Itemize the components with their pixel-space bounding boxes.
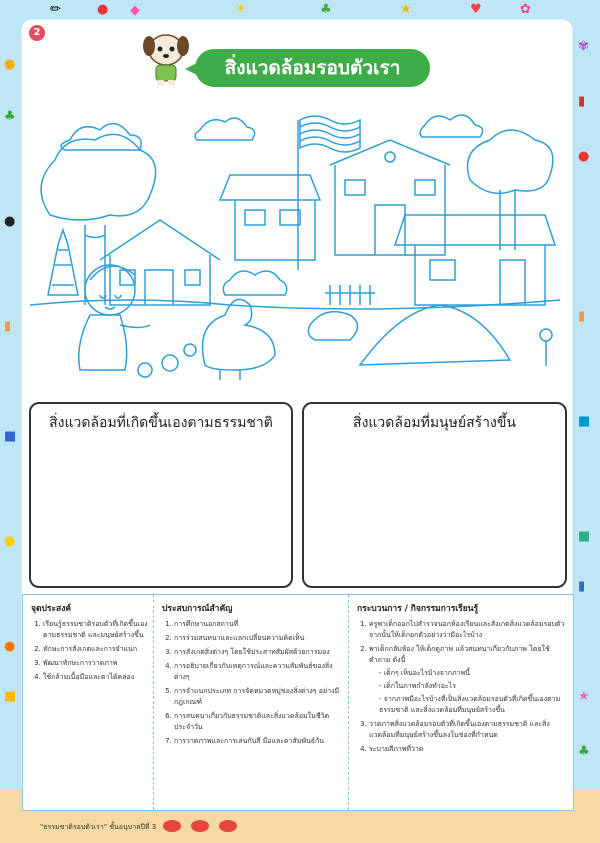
cloud-icon bbox=[61, 115, 483, 150]
list-item: 5. การจำแนกประเภท การจัดหมวดหมู่ของสิ่งต่างๆ อย่างมีกฎเกณฑ์ bbox=[174, 686, 343, 708]
process-step-text: ระบายสีภาพที่วาด bbox=[369, 745, 424, 753]
manmade-environment-label: สิ่งแวดล้อมที่มนุษย์สร้างขึ้น bbox=[353, 415, 516, 431]
environment-scene-illustration bbox=[30, 95, 570, 395]
list-item: 2. การร่วมสนทนาและแลกเปลี่ยนความคิดเห็น bbox=[174, 633, 343, 644]
candy-icon: ◆ bbox=[130, 3, 140, 18]
bag-icon: ■ bbox=[4, 429, 17, 444]
paint-icon: ■ bbox=[578, 414, 591, 429]
natural-environment-drawing-box[interactable] bbox=[29, 402, 293, 588]
tree-icon bbox=[468, 130, 553, 250]
bus-icon: ■ bbox=[4, 689, 17, 704]
star-icon: ★ bbox=[578, 689, 590, 704]
list-item bbox=[369, 719, 568, 741]
question-item: - เด็กๆ เห็นอะไรบ้างจากภาพนี้ bbox=[379, 668, 568, 679]
sun-icon: ☀ bbox=[235, 2, 247, 17]
manmade-environment-drawing-box[interactable] bbox=[302, 402, 567, 588]
objectives-list bbox=[31, 619, 148, 683]
star-icon: ★ bbox=[400, 2, 412, 17]
question-item: - จากภาพมีอะไรบ้างที่เป็นสิ่งแวดล้อมรอบตัวที่เกิดขึ้นเองตามธรรมชาติ และสิ่งแวดล้อมที่มนุษย์สร้างขึ้น bbox=[379, 694, 568, 716]
bulb-icon: ● bbox=[4, 534, 16, 549]
process-heading: กระบวนการ / กิจกรรมการเรียนรู้ bbox=[357, 604, 479, 614]
pencil-icon: ✏ bbox=[50, 2, 61, 17]
list-item: 4. การอธิบายเกี่ยวกับเหตุการณ์และความสัมพันธ์ของสิ่งต่างๆ bbox=[174, 661, 343, 683]
flower-icon bbox=[540, 329, 552, 366]
process-step-text: ครูพาเด็กออกไปสำรวจนอกห้องเรียนและสังเกตสิ่งแวดล้อมรอบตัว จากนั้นให้เด็กยกตัวอย่างว่ามีอะไรบ้าง bbox=[369, 620, 565, 639]
objectives-heading: จุดประสงค์ bbox=[31, 604, 72, 614]
tree-icon: ♣ bbox=[4, 109, 16, 124]
experiences-heading: ประสบการณ์สำคัญ bbox=[162, 604, 233, 614]
apple-icon: ● bbox=[578, 149, 590, 164]
tree-icon bbox=[41, 134, 156, 305]
process-column bbox=[348, 595, 573, 810]
bulb-icon: ● bbox=[4, 57, 16, 72]
boy-icon bbox=[79, 265, 150, 370]
list-item bbox=[369, 619, 568, 641]
pagoda-icon bbox=[48, 230, 78, 295]
flower-icon: ✿ bbox=[520, 2, 531, 17]
crab-icon bbox=[163, 820, 181, 832]
teacher-guide-panel bbox=[22, 594, 574, 811]
ruler-icon: ▮ bbox=[578, 309, 586, 324]
list-item: 3. พัฒนาทักษะการวาดภาพ bbox=[43, 658, 148, 669]
plant-icon: ♣ bbox=[578, 744, 590, 759]
leaf-icon: ♣ bbox=[320, 2, 332, 17]
house-icon bbox=[395, 215, 555, 305]
list-item: 6. การสนทนาเกี่ยวกับธรรมชาติและสิ่งแวดล้อมในชีวิตประจำวัน bbox=[174, 711, 343, 733]
list-item: 3. การสังเกตสิ่งต่างๆ โดยใช้ประสาทสัมผัสด้วยการมอง bbox=[174, 647, 343, 658]
list-item: 1. การศึกษานอกสถานที่ bbox=[174, 619, 343, 630]
book-icon: ▮ bbox=[578, 94, 586, 109]
question-list bbox=[369, 668, 568, 716]
process-step-text: พาเด็กกลับห้อง ให้เด็กดูภาพ แล้วสนทนาเกี่ยวกับภาพ โดยใช้คำถาม ดังนี้ bbox=[369, 645, 550, 664]
chick-icon bbox=[138, 344, 196, 377]
objectives-column bbox=[23, 595, 153, 810]
butterfly-icon: ✾ bbox=[578, 39, 589, 54]
school-building-icon bbox=[220, 140, 450, 260]
sand-pile-icon bbox=[360, 305, 510, 365]
list-item: 2. ทักษะการสังเกตและการจำแนก bbox=[43, 644, 148, 655]
experiences-list bbox=[162, 619, 343, 747]
crab-icon bbox=[191, 820, 209, 832]
experiences-column bbox=[153, 595, 348, 810]
list-item: 4. ใช้กล้ามเนื้อมือและตาได้คล่อง bbox=[43, 672, 148, 683]
list-item: 7. การวาดภาพและการเล่นกับสี มือและตาสัมพันธ์กัน bbox=[174, 736, 343, 747]
bush-icon bbox=[223, 271, 286, 295]
ball-icon: ● bbox=[4, 214, 16, 229]
car-icon: ■ bbox=[578, 529, 591, 544]
list-item bbox=[369, 744, 568, 755]
natural-environment-label: สิ่งแวดล้อมที่เกิดขึ้นเองตามธรรมชาติ bbox=[49, 415, 273, 431]
dog-mascot bbox=[138, 28, 194, 86]
rock-icon bbox=[308, 312, 357, 340]
apple-icon: ● bbox=[97, 2, 109, 17]
temple-icon bbox=[100, 220, 220, 305]
milk-icon: ▮ bbox=[578, 579, 586, 594]
process-list bbox=[357, 619, 568, 755]
crab-decoration bbox=[160, 812, 250, 836]
flag-icon bbox=[298, 116, 360, 270]
heart-icon: ♥ bbox=[470, 2, 482, 17]
ruler-icon: ▮ bbox=[4, 319, 12, 334]
process-step-text: วาดภาพสิ่งแวดล้อมรอบตัวที่เกิดขึ้นเองตามธรรมชาติ และสิ่งแวดล้อมที่มนุษย์สร้างขึ้นลงในช่องที่กำหนด bbox=[369, 720, 550, 739]
footer-text: "ธรรมชาติรอบตัวเรา" ชั้นอนุบาลปีที่ 3 bbox=[40, 823, 157, 831]
balloon-icon: ● bbox=[4, 639, 16, 654]
list-item bbox=[369, 644, 568, 716]
question-item: - เด็กในภาพกำลังทำอะไร bbox=[379, 681, 568, 692]
crab-icon bbox=[219, 820, 237, 832]
page-number: 2 bbox=[29, 25, 45, 41]
page-title: สิ่งแวดล้อมรอบตัวเรา bbox=[195, 49, 430, 87]
hen-icon bbox=[203, 299, 276, 380]
list-item: 1. เรียนรู้ธรรมชาติรอบตัวที่เกิดขึ้นเองตามธรรมชาติ และมนุษย์สร้างขึ้น bbox=[43, 619, 148, 641]
fence-icon bbox=[325, 285, 375, 305]
